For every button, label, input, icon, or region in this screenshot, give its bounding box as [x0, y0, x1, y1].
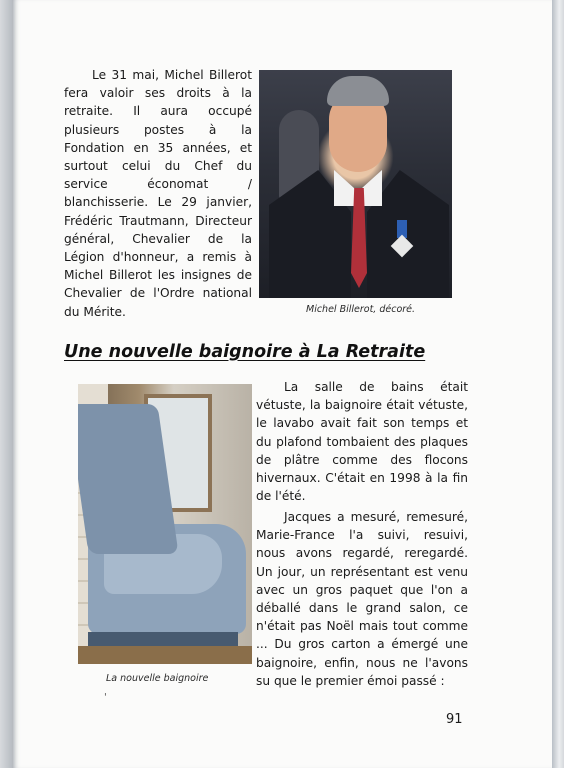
article-retirement-text: Le 31 mai, Michel Billerot fera valoir ses droits à la retraite. Il aura occupé plusieurs postes à la Fondation en 35 années, et surtout celui du Chef du service économat / blanchisserie. Le 29 janvier, Frédéric Trautmann, Directeur général, Chevalier de la Légion d'honneur, a remis à Michel Billerot les insignes de Chevalier de l'Ordre national du Mérite.	[64, 68, 252, 319]
bathtub-paragraph-1: La salle de bains était vétuste, la baignoire était vétuste, le lavabo avait fait son temps et du plafond tombaient des plaques de plâtre comme des flocons hivernaux. C'était en 1998 à la fin de l'été.	[256, 380, 468, 504]
portrait-caption: Michel Billerot, décoré.	[306, 304, 416, 315]
bathtub-paragraph-2: Jacques a mesuré, remesuré, Marie-France l'a suivi, resuivi, nous avons regardé, reregardé. Un jour, un représentant est venu avec un gros paquet que l'on a déballé dans le grand salon, ce n'était pas Noël mais tout comme ... Du gros carton a émergé une baignoire, enfin, nous ne l'avons su que le premier émoi passé :	[256, 510, 468, 688]
page-binding-edge	[0, 0, 12, 768]
page-number: 91	[446, 712, 463, 727]
bathtub-photo	[78, 384, 252, 664]
bathtub-caption: La nouvelle baignoire	[106, 673, 209, 684]
page-right-edge	[552, 0, 564, 768]
pen-mark: ꞌ	[104, 692, 107, 703]
portrait-photo	[259, 70, 452, 298]
section-heading: Une nouvelle baignoire à La Retraite	[64, 342, 426, 362]
